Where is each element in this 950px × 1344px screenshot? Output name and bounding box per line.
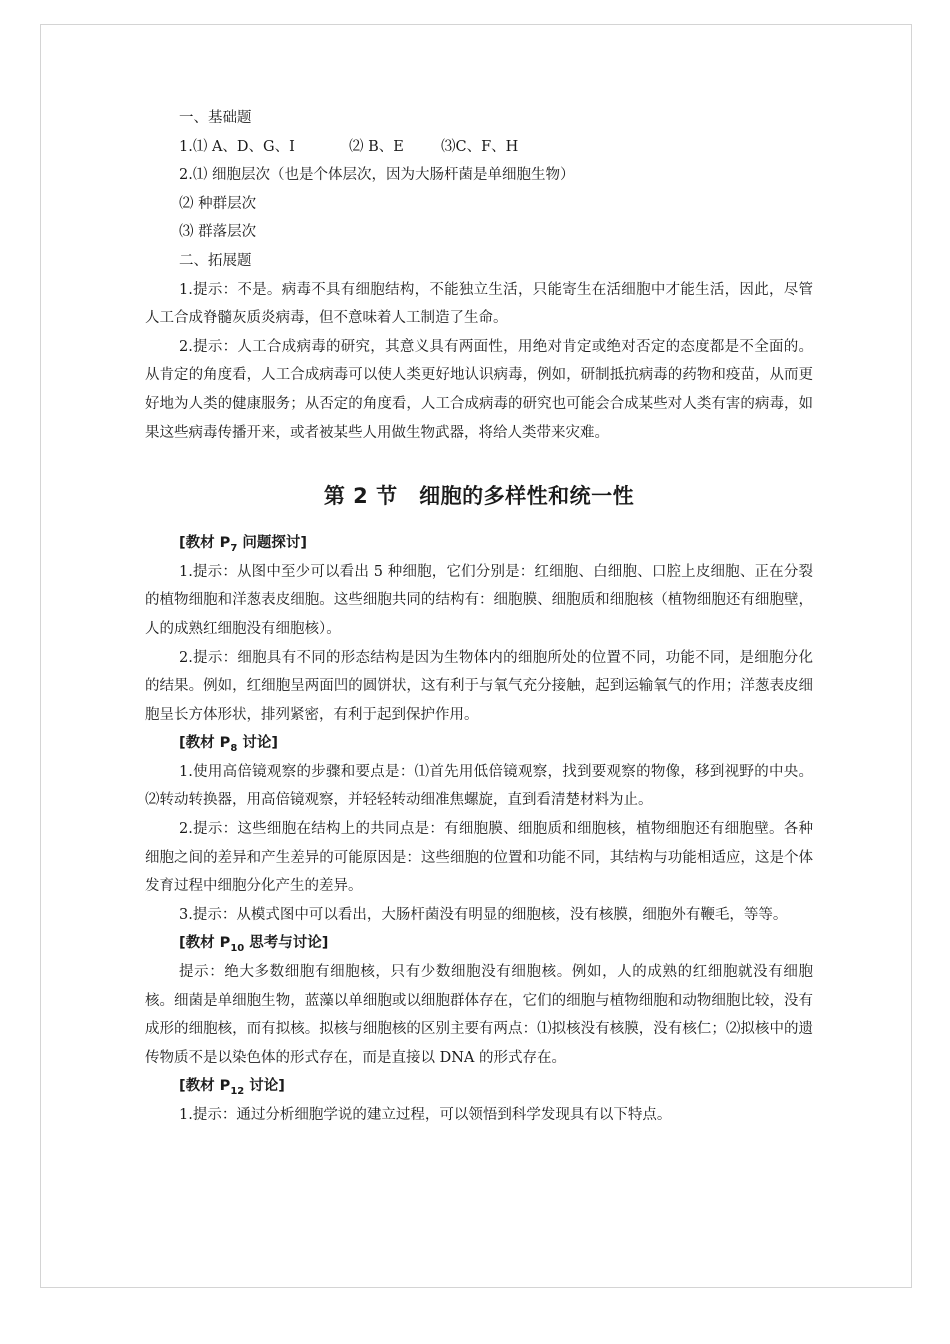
answer-q2-2: ⑵ 种群层次	[179, 195, 257, 212]
subheading-p12-sub: 12	[230, 1086, 245, 1098]
subheading-p12-pre: [教材 P	[179, 1078, 231, 1095]
extension-answer-2: 2.提示：人工合成病毒的研究，其意义具有两面性，用绝对肯定或绝对否定的态度都是不全面的。从肯定的角度看，人工合成病毒可以使人类更好地认识病毒，例如，研制抵抗病毒的药物和疫苗，从而更好地为人类的健康服务；从否定的角度看，人工合成病毒的研究也可能会合成某些对人类有害的病毒，如果这些病毒传播开来，或者被某些人用做生物武器，将给人类带来灾难。	[145, 338, 813, 441]
p8-answer-2: 2.提示：这些细胞在结构上的共同点是：有细胞膜、细胞质和细胞核，植物细胞还有细胞壁。各种细胞之间的差异和产生差异的可能原因是：这些细胞的位置和功能不同，其结构与功能相适应，这是个体发育过程中细胞分化产生的差异。	[145, 821, 813, 895]
answer-q1-c: ⑶C、F、H	[441, 138, 519, 155]
answer-q1-a: 1.⑴ A、D、G、I	[179, 138, 295, 155]
subheading-p12-post: 讨论]	[244, 1078, 285, 1095]
subheading-p7-pre: [教材 P	[179, 535, 231, 552]
subheading-p8-sub: 8	[230, 743, 238, 755]
subheading-p10-sub: 10	[230, 943, 245, 955]
p7-answer-2: 2.提示：细胞具有不同的形态结构是因为生物体内的细胞所处的位置不同，功能不同，是细胞分化的结果。例如，红细胞呈两面凹的圆饼状，这有利于与氧气充分接触，起到运输氧气的作用；洋葱表皮细胞呈长方体形状，排列紧密，有利于起到保护作用。	[145, 649, 813, 723]
extension-answer-1: 1.提示：不是。病毒不具有细胞结构，不能独立生活，只能寄生在活细胞中才能生活，因此，尽管人工合成脊髓灰质炎病毒，但不意味着人工制造了生命。	[145, 281, 813, 327]
heading-basic-questions: 一、基础题	[179, 110, 252, 126]
subheading-p8	[145, 729, 813, 758]
document-body	[145, 104, 813, 1130]
section-title: 第 2 节 细胞的多样性和统一性	[323, 484, 635, 509]
p7-answer-1: 1.提示：从图中至少可以看出 5 种细胞，它们分别是：红细胞、白细胞、口腔上皮细胞、正在分裂的植物细胞和洋葱表皮细胞。这些细胞共同的结构有：细胞膜、细胞质和细胞核（植物细胞还有细胞壁，人的成熟红细胞没有细胞核）。	[145, 563, 813, 637]
subheading-p8-post: 讨论]	[237, 735, 278, 752]
p12-answer-1: 1.提示：通过分析细胞学说的建立过程，可以领悟到科学发现具有以下特点。	[179, 1107, 672, 1123]
p10-answer: 提示：绝大多数细胞有细胞核，只有少数细胞没有细胞核。例如，人的成熟的红细胞就没有细胞核。细菌是单细胞生物，蓝藻以单细胞或以细胞群体存在，它们的细胞与植物细胞和动物细胞比较，没有成形的细胞核，而有拟核。拟核与细胞核的区别主要有两点：⑴拟核没有核膜，没有核仁；⑵拟核中的遗传物质不是以染色体的形式存在，而是直接以 DNA 的形式存在。	[145, 964, 813, 1066]
p8-answer-1: 1.使用高倍镜观察的步骤和要点是：⑴首先用低倍镜观察，找到要观察的物像，移到视野的中央。⑵转动转换器，用高倍镜观察，并轻轻转动细准焦螺旋，直到看清楚材料为止。	[145, 763, 813, 809]
subheading-p8-pre: [教材 P	[179, 735, 231, 752]
answer-q2-1: 2.⑴ 细胞层次（也是个体层次，因为大肠杆菌是单细胞生物）	[179, 167, 575, 184]
answer-q1	[145, 133, 813, 162]
subheading-p7	[145, 529, 813, 558]
subheading-p7-sub: 7	[230, 543, 238, 555]
answer-q2-3: ⑶ 群落层次	[179, 224, 257, 241]
heading-extension-questions: 二、拓展题	[179, 252, 252, 269]
subheading-p10	[145, 929, 813, 958]
p8-answer-3: 3.提示：从模式图中可以看出，大肠杆菌没有明显的细胞核，没有核膜，细胞外有鞭毛，等等。	[179, 906, 788, 923]
subheading-p10-post: 思考与讨论]	[244, 935, 329, 952]
subheading-p12	[145, 1072, 813, 1101]
subheading-p10-pre: [教材 P	[179, 935, 231, 952]
subheading-p7-post: 问题探讨]	[237, 535, 307, 552]
answer-q1-b: ⑵ B、E	[349, 138, 404, 155]
